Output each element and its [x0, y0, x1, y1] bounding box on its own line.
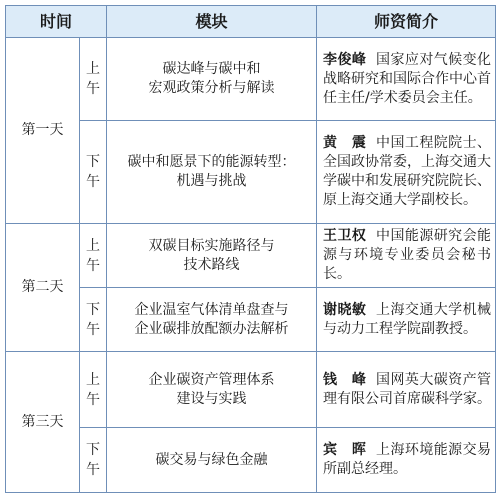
teacher-cell: [317, 38, 496, 121]
teacher-name: 钱 峰: [323, 371, 367, 388]
module-cell: [107, 352, 317, 428]
module-line: 碳交易与绿色金融: [155, 451, 268, 468]
day-label: 第二天: [6, 224, 80, 352]
module-line: 企业碳资产管理体系: [148, 371, 275, 388]
header-row: [6, 6, 496, 38]
teacher-desc: 中国能源研究会能源与环境专业委员会秘书长。: [323, 228, 492, 282]
module-cell: [107, 428, 317, 493]
half-day-char: 上: [86, 371, 100, 388]
half-day-morning: [80, 352, 107, 428]
module-line: 技术路线: [183, 256, 240, 273]
table-row: [6, 121, 496, 224]
half-day-char: 午: [86, 257, 100, 274]
module-line: 企业碳排放配额办法解析: [134, 320, 289, 337]
teacher-cell: [317, 224, 496, 288]
half-day-morning: [80, 38, 107, 121]
half-day-char: 午: [86, 321, 100, 338]
half-day-afternoon: [80, 288, 107, 352]
day-label: 第一天: [6, 38, 80, 224]
table-row: [6, 224, 496, 288]
module-line: 建设与实践: [176, 390, 247, 407]
half-day-char: 下: [86, 442, 100, 458]
teacher-cell: [317, 288, 496, 352]
table-row: [6, 428, 496, 493]
module-line: 企业温室气体清单盘查与: [134, 301, 289, 318]
teacher-name: 李俊峰: [323, 51, 367, 68]
module-cell: [107, 121, 317, 224]
half-day-char: 上: [86, 61, 100, 77]
half-day-char: 下: [86, 301, 100, 318]
module-line: 碳达峰与碳中和: [162, 61, 261, 77]
teacher-cell: [317, 428, 496, 493]
module-line: 宏观政策分析与解读: [148, 80, 275, 96]
teacher-cell: [317, 121, 496, 224]
half-day-char: 午: [86, 81, 100, 97]
teacher-name: 王卫权: [323, 228, 367, 244]
teacher-name: 宾 晖: [323, 442, 367, 458]
schedule-table: [5, 5, 496, 493]
table-row: [6, 38, 496, 121]
teacher-name: 谢晓敏: [323, 301, 367, 318]
half-day-char: 下: [86, 154, 100, 170]
module-cell: [107, 38, 317, 121]
day-label: 第三天: [6, 352, 80, 493]
half-day-char: 午: [86, 462, 100, 478]
module-cell: [107, 288, 317, 352]
teacher-desc: 中国工程院院士、全国政协常委，上海交通大学碳中和发展研究院院长、原上海交通大学副校长。: [323, 135, 492, 208]
header-module: 模块: [107, 6, 317, 38]
half-day-morning: [80, 224, 107, 288]
half-day-char: 上: [86, 237, 100, 254]
half-day-afternoon: [80, 121, 107, 224]
teacher-name: 黄 震: [323, 135, 367, 151]
teacher-desc: 上海环境能源交易所副总经理。: [323, 442, 492, 477]
teacher-desc: 国网英大碳资产管理有限公司首席碳科学家。: [323, 371, 492, 407]
teacher-cell: [317, 352, 496, 428]
table-row: [6, 352, 496, 428]
teacher-desc: 上海交通大学机械与动力工程学院副教授。: [323, 301, 492, 337]
module-line: 双碳目标实施路径与: [148, 237, 275, 254]
module-line: 机遇与挑战: [176, 173, 247, 189]
half-day-char: 午: [86, 174, 100, 190]
teacher-desc: 国家应对气候变化战略研究和国际合作中心首任主任/学术委员会主任。: [323, 51, 492, 106]
table-row: [6, 288, 496, 352]
half-day-afternoon: [80, 428, 107, 493]
header-teacher: 师资简介: [317, 6, 496, 38]
header-time: 时间: [6, 6, 107, 38]
module-cell: [107, 224, 317, 288]
half-day-char: 午: [86, 391, 100, 408]
module-line: 碳中和愿景下的能源转型：: [127, 154, 296, 170]
